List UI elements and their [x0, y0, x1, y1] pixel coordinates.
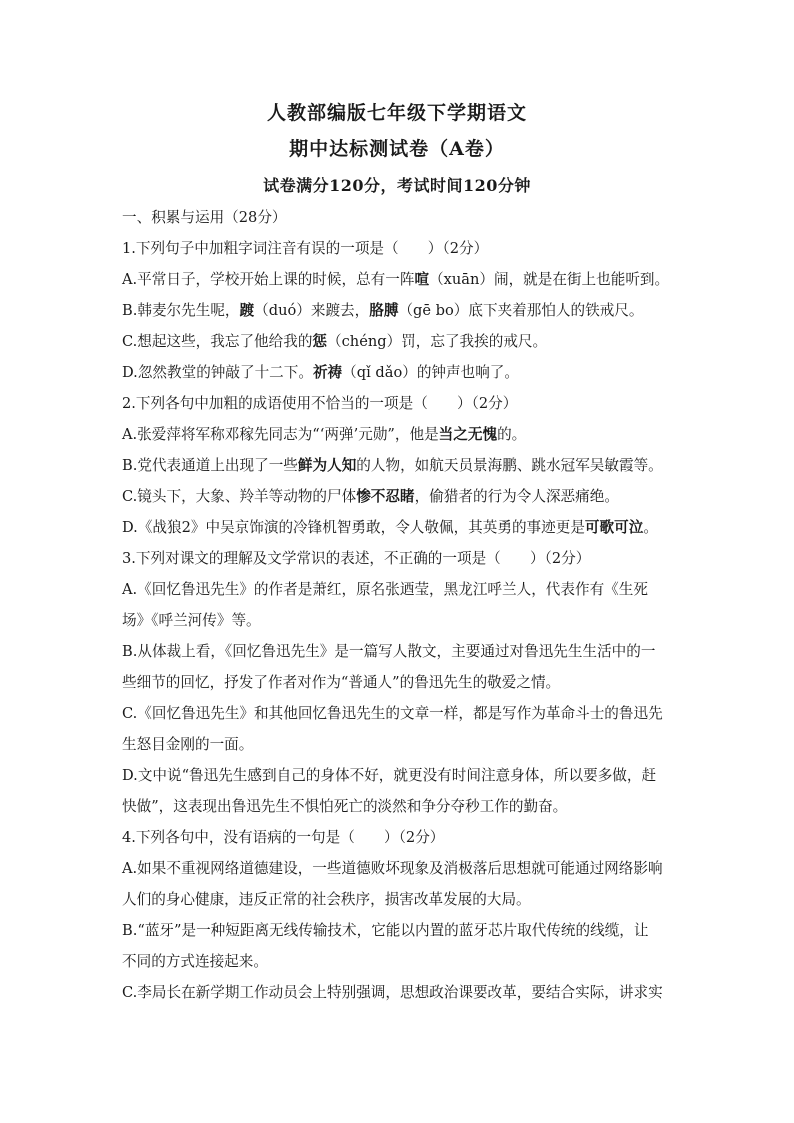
question-2-option-c	[122, 487, 722, 507]
option-text: （xuān）闹，就是在街上也能听到。	[429, 271, 670, 288]
question-1-option-c	[122, 332, 722, 352]
option-text: A.平常日子，学校开始上课的时候，总有一阵	[122, 271, 415, 288]
question-1-option-b	[122, 301, 722, 321]
option-text: （gē bo）底下夹着那怕人的铁戒尺。	[398, 302, 644, 319]
option-text: 的人物，如航天员景海鹏、跳水冠军吴敏霞等。	[356, 457, 663, 474]
question-3-option-a-cont: 场》《呼兰河传》等。	[122, 612, 261, 629]
option-text: （qǐ dǎo）的钟声也响了。	[342, 364, 519, 381]
bold-term: 祈祷	[312, 364, 343, 381]
option-text: B.党代表通道上出现了一些	[122, 457, 298, 474]
question-3-option-b-cont: 些细节的回忆，抒发了作者对作为“普通人”的鲁迅先生的敬爱之情。	[122, 674, 561, 691]
option-text: （duó）来踱去，	[254, 302, 370, 319]
question-4-option-a: A.如果不重视网络道德建设，一些道德败坏现象及消极落后思想就可能通过网络影响	[122, 860, 663, 877]
bold-term: 惩	[312, 333, 328, 350]
option-text: ，偷猎者的行为令人深恶痛绝。	[414, 488, 619, 505]
option-text: 的。	[497, 426, 527, 443]
bold-term: 喧	[414, 271, 430, 288]
bold-term: 惨不忍睹	[356, 488, 415, 505]
question-4-stem: 4.下列各句中，没有语病的一句是（ ）（2分）	[122, 829, 445, 846]
question-3-option-c: C.《回忆鲁迅先生》和其他回忆鲁迅先生的文章一样，都是写作为革命斗士的鲁迅先	[122, 705, 663, 722]
question-3-option-d-cont: 快做”，这表现出鲁迅先生不惧怕死亡的淡然和争分夺秒工作的勤奋。	[122, 798, 568, 815]
question-3-option-b: B.从体裁上看，《回忆鲁迅先生》是一篇写人散文，主要通过对鲁迅先生生活中的一	[122, 643, 656, 660]
option-text: A.张爱萍将军称邓稼先同志为“‘两弹’元勋”，他是	[122, 426, 439, 443]
option-text: 。	[643, 519, 658, 536]
section-heading: 一、积累与运用（28分）	[122, 209, 287, 226]
question-2-option-d	[122, 518, 722, 538]
question-1-stem: 1.下列句子中加粗字词注音有误的一项是（ ）（2分）	[122, 240, 489, 257]
question-2-option-a	[122, 425, 722, 445]
exam-title: 人教部编版七年级下学期语文	[266, 102, 527, 124]
option-text: C.镜头下，大象、羚羊等动物的尸体	[122, 488, 357, 505]
question-3-option-d: D.文中说“鲁迅先生感到自己的身体不好，就更没有时间注意身体，所以要多做，赶	[122, 767, 657, 784]
option-text: C.想起这些，我忘了他给我的	[122, 333, 313, 350]
option-text: D.《战狼2》中吴京饰演的冷锋机智勇敢，令人敬佩，其英勇的事迹更是	[122, 519, 585, 536]
bold-term: 胳膊	[369, 302, 399, 319]
question-4-option-c: C.李局长在新学期工作动员会上特别强调，思想政治课要改革，要结合实际，讲求实	[122, 984, 663, 1001]
question-3-option-a: A.《回忆鲁迅先生》的作者是萧红，原名张迺莹，黑龙江呼兰人，代表作有《生死	[122, 581, 648, 598]
bold-term: 踱	[239, 302, 255, 319]
question-1-option-a	[122, 270, 722, 290]
question-4-option-b-cont: 不同的方式连接起来。	[122, 953, 268, 970]
exam-info: 试卷满分120分，考试时间120分钟	[263, 176, 531, 195]
question-3-stem: 3.下列对课文的理解及文学常识的表述，不正确的一项是（ ）（2分）	[122, 550, 591, 567]
option-text: D.忽然教堂的钟敲了十二下。	[122, 364, 313, 381]
question-3-option-c-cont: 生怒目金刚的一面。	[122, 736, 254, 753]
question-4-option-b: B.“蓝牙”是一种短距离无线传输技术，它能以内置的蓝牙芯片取代传统的线缆，让	[122, 922, 649, 939]
bold-term: 当之无愧	[438, 426, 498, 443]
question-1-option-d	[122, 363, 722, 383]
exam-subtitle: 期中达标测试卷（A卷）	[289, 138, 505, 160]
question-2-stem: 2.下列各句中加粗的成语使用不恰当的一项是（ ）（2分）	[122, 395, 518, 412]
question-2-option-b	[122, 456, 722, 476]
bold-term: 可歌可泣	[584, 519, 644, 536]
option-text: （chéng）罚，忘了我挨的戒尺。	[327, 333, 548, 350]
option-text: B.韩麦尔先生呢，	[122, 302, 240, 319]
bold-term: 鲜为人知	[297, 457, 357, 474]
question-4-option-a-cont: 人们的身心健康，违反正常的社会秩序，损害改革发展的大局。	[122, 891, 531, 908]
